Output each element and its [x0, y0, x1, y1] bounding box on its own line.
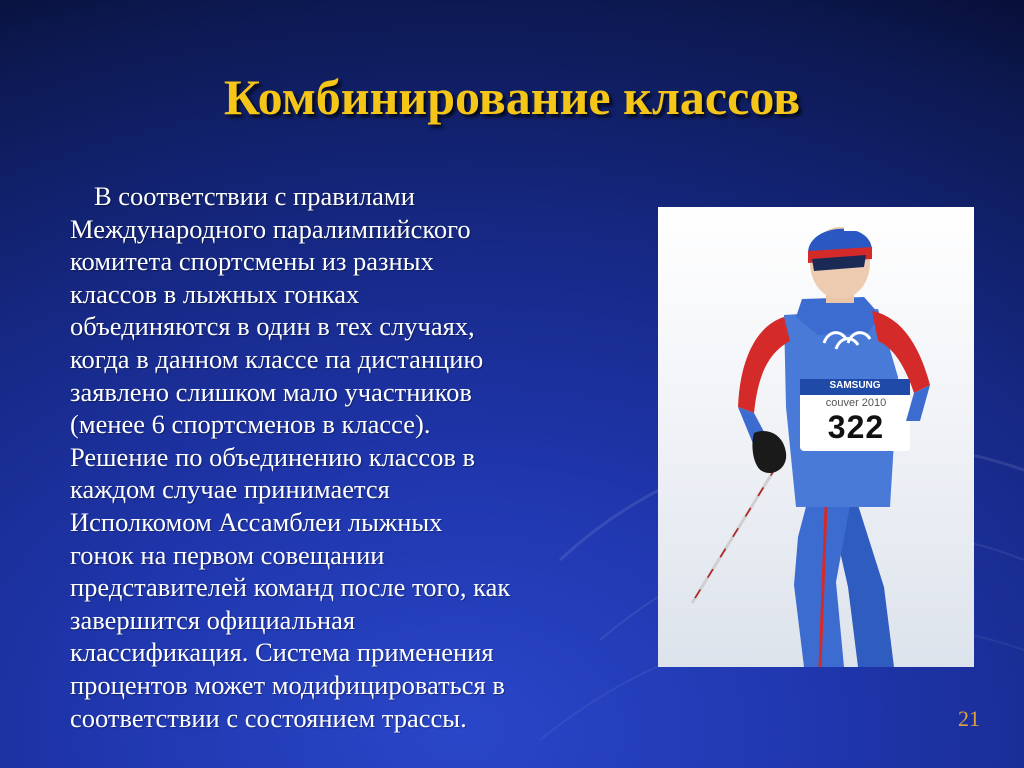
body-line: (менее 6 спортсменов в классе).	[70, 409, 431, 440]
skier-photo	[658, 207, 974, 667]
body-line: объединяются в один в тех случаях,	[70, 311, 475, 342]
body-line: когда в данном классе па дистанцию	[70, 343, 484, 374]
body-line: Исполкомом Ассамблеи лыжных	[70, 506, 443, 537]
slide-title: Комбинирование классов	[223, 69, 801, 125]
body-line: классов в лыжных гонках	[70, 278, 360, 309]
body-line: завершится официальная	[70, 604, 356, 635]
body-line: классификация. Система применения	[70, 637, 494, 668]
body-line: соответствии с состоянием трассы.	[70, 702, 467, 733]
slide-number: 21	[958, 706, 980, 731]
body-line: представителей команд после того, как	[70, 572, 511, 603]
bib-sponsor-label: SAMSUNG	[829, 380, 881, 391]
slide-body-text	[70, 180, 630, 734]
body-line: процентов может модифицироваться в	[70, 669, 505, 700]
body-line: В соответствии с правилами	[94, 181, 415, 211]
body-line: Решение по объединению классов в	[70, 441, 475, 472]
body-line: гонок на первом совещании	[70, 539, 385, 570]
body-line: Международного паралимпийского	[70, 213, 471, 244]
body-line: комитета спортсмены из разных	[70, 246, 434, 277]
body-line: заявлено слишком мало участников	[70, 376, 472, 407]
bib-number: 322	[827, 409, 885, 445]
body-line: каждом случае принимается	[70, 474, 390, 505]
bib-event-label: couver 2010	[825, 397, 887, 409]
